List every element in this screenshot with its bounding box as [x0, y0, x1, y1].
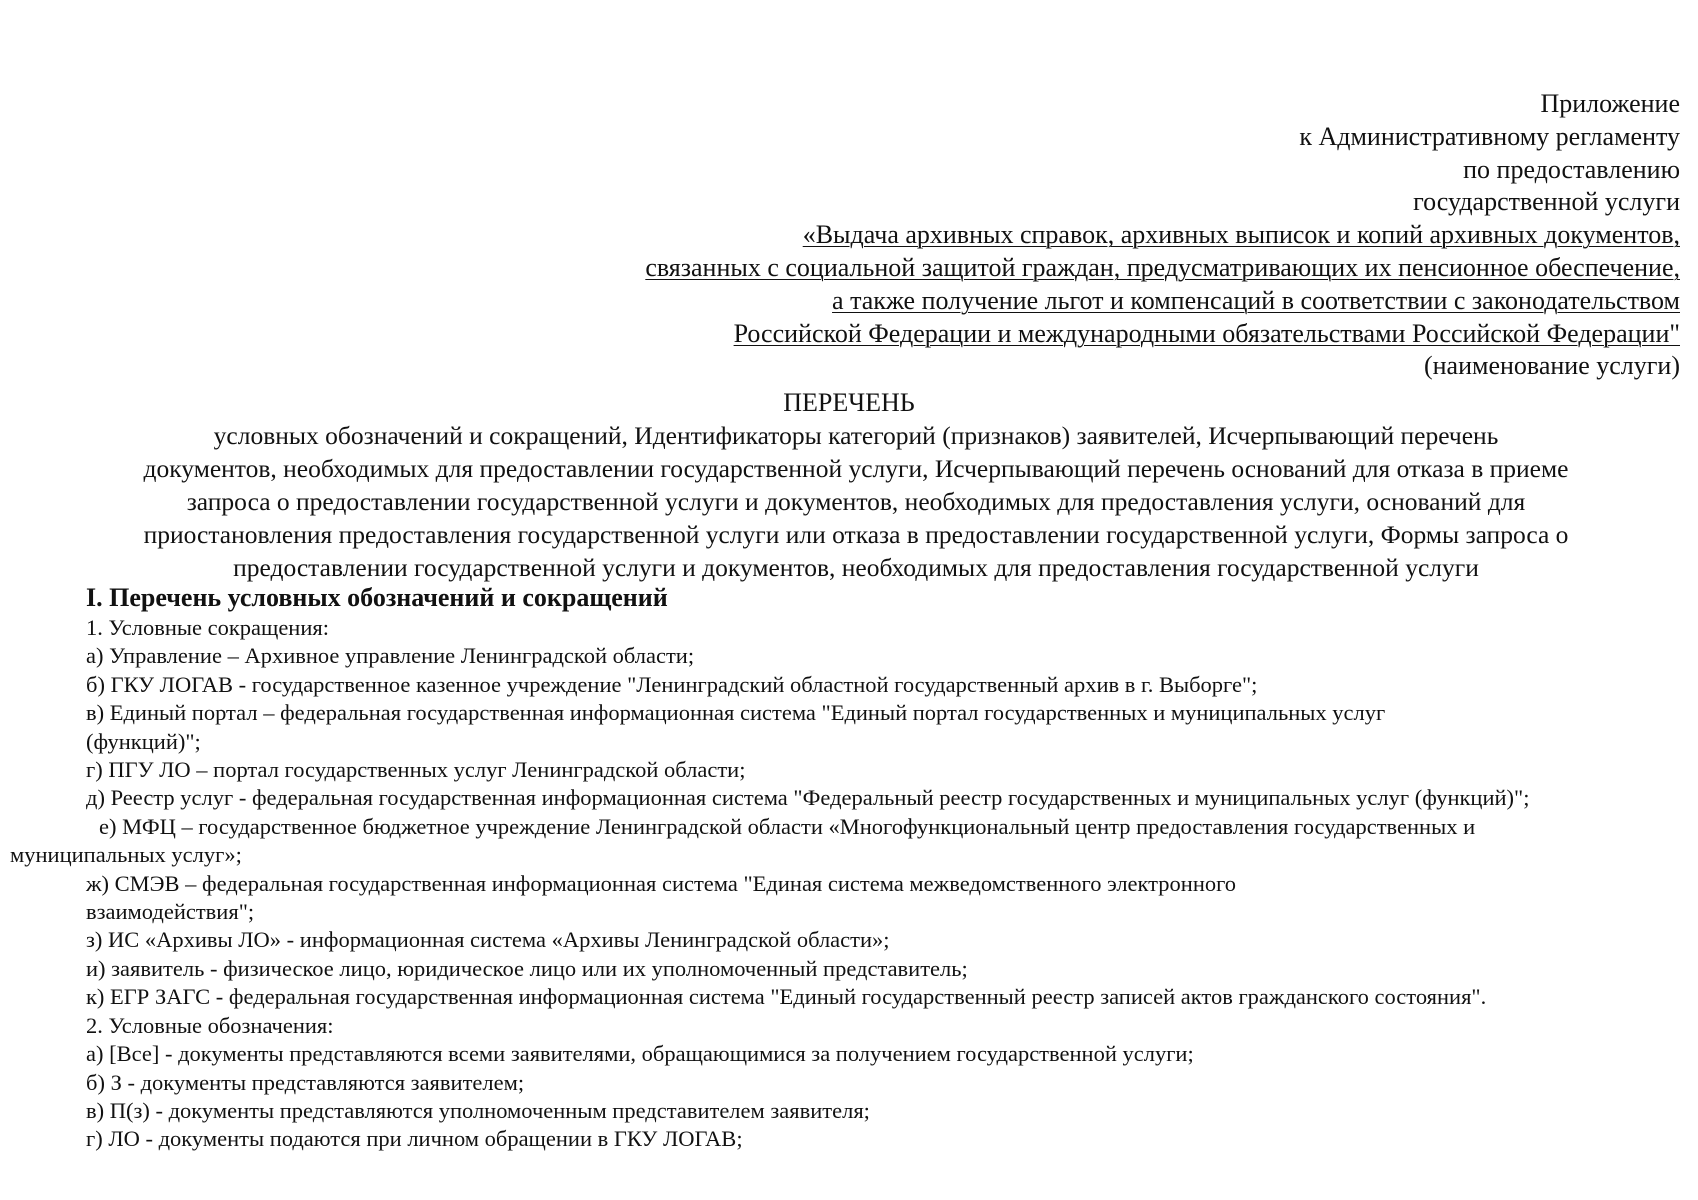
list-item-continuation: взаимодействия";: [86, 899, 255, 925]
abbreviations-heading: 1. Условные сокращения:: [86, 615, 329, 640]
section-heading: I. Перечень условных обозначений и сокращений: [86, 583, 668, 612]
list-item: е) МФЦ – государственное бюджетное учреждение Ленинградской области «Многофункциональный центр предоставления государственных и: [99, 813, 1476, 839]
appendix-provision-ref: по предоставлению: [1463, 154, 1680, 184]
service-name-line: связанных с социальной защитой граждан, предусматривающих их пенсионное обеспечение,: [645, 252, 1680, 282]
subtitle-line: условных обозначений и сокращений, Идентификаторы категорий (признаков) заявителей, Исчерпывающий перечень: [213, 421, 1499, 450]
list-item: к) ЕГР ЗАГС - федеральная государственная информационная система "Единый государственный реестр записей актов гражданского состояния".: [86, 984, 1487, 1010]
service-name-line: «Выдача архивных справок, архивных выписок и копий архивных документов,: [802, 220, 1680, 250]
list-item: д) Реестр услуг - федеральная государственная информационная система "Федеральный реестр государственных и муниципальных услуг (функций)";: [86, 785, 1530, 811]
appendix-block: [645, 88, 1680, 383]
appendix-regulation-ref: к Административному регламенту: [1299, 121, 1680, 151]
list-item: в) Единый портал – федеральная государственная информационная система "Единый портал государственных и муниципальных услуг: [86, 700, 1386, 726]
definitions-list: [0, 614, 1698, 1154]
service-name-line: а также получение льгот и компенсаций в соответствии с законодательством: [832, 285, 1680, 315]
list-item: а) Управление – Архивное управление Ленинградской области;: [86, 643, 695, 669]
list-item-continuation: (функций)";: [86, 728, 201, 754]
list-item: б) ГКУ ЛОГАВ - государственное казенное учреждение "Ленинградский областной государственный архив в г. Выборге";: [86, 671, 1258, 697]
service-name-caption: (наименование услуги): [1423, 351, 1680, 381]
subtitle-line: предоставлении государственной услуги и документов, необходимых для предоставления государственной услуги: [233, 553, 1479, 582]
designations-heading: 2. Условные обозначения:: [86, 1012, 334, 1038]
list-item: б) З - документы представляются заявителем;: [86, 1069, 525, 1095]
list-item: и) заявитель - физическое лицо, юридическое лицо или их уполномоченный представитель;: [86, 955, 968, 981]
list-item: в) П(з) - документы представляются уполномоченным представителем заявителя;: [86, 1097, 870, 1123]
list-item-continuation: муниципальных услуг»;: [10, 842, 242, 868]
appendix-label: Приложение: [1540, 89, 1680, 118]
appendix-service-ref: государственной услуги: [1413, 187, 1680, 217]
subtitle-line: приостановления предоставления государственной услуги или отказа в предоставлении государственной услуги, Формы запроса о: [143, 520, 1569, 549]
document-title: ПЕРЕЧЕНЬ: [783, 388, 915, 417]
list-item: а) [Все] - документы представляются всеми заявителями, обращающимися за получением государственной услуги;: [86, 1041, 1194, 1067]
list-item: г) ЛО - документы подаются при личном обращении в ГКУ ЛОГАВ;: [86, 1126, 743, 1152]
list-item: з) ИС «Архивы ЛО» - информационная система «Архивы Ленинградской области»;: [86, 927, 890, 953]
list-item: г) ПГУ ЛО – портал государственных услуг Ленинградской области;: [86, 757, 746, 783]
service-name-line: Российской Федерации и международными обязательствами Российской Федерации": [733, 318, 1680, 348]
subtitle-line: запроса о предоставлении государственной услуги и документов, необходимых для предоставления услуги, оснований для: [186, 487, 1526, 516]
subtitle-line: документов, необходимых для предоставлении государственной услуги, Исчерпывающий перечень оснований для отказа в приеме: [143, 454, 1569, 483]
list-item: ж) СМЭВ – федеральная государственная информационная система "Единая система межведомственного электронного: [86, 870, 1237, 896]
document-subtitle: [36, 419, 1676, 584]
